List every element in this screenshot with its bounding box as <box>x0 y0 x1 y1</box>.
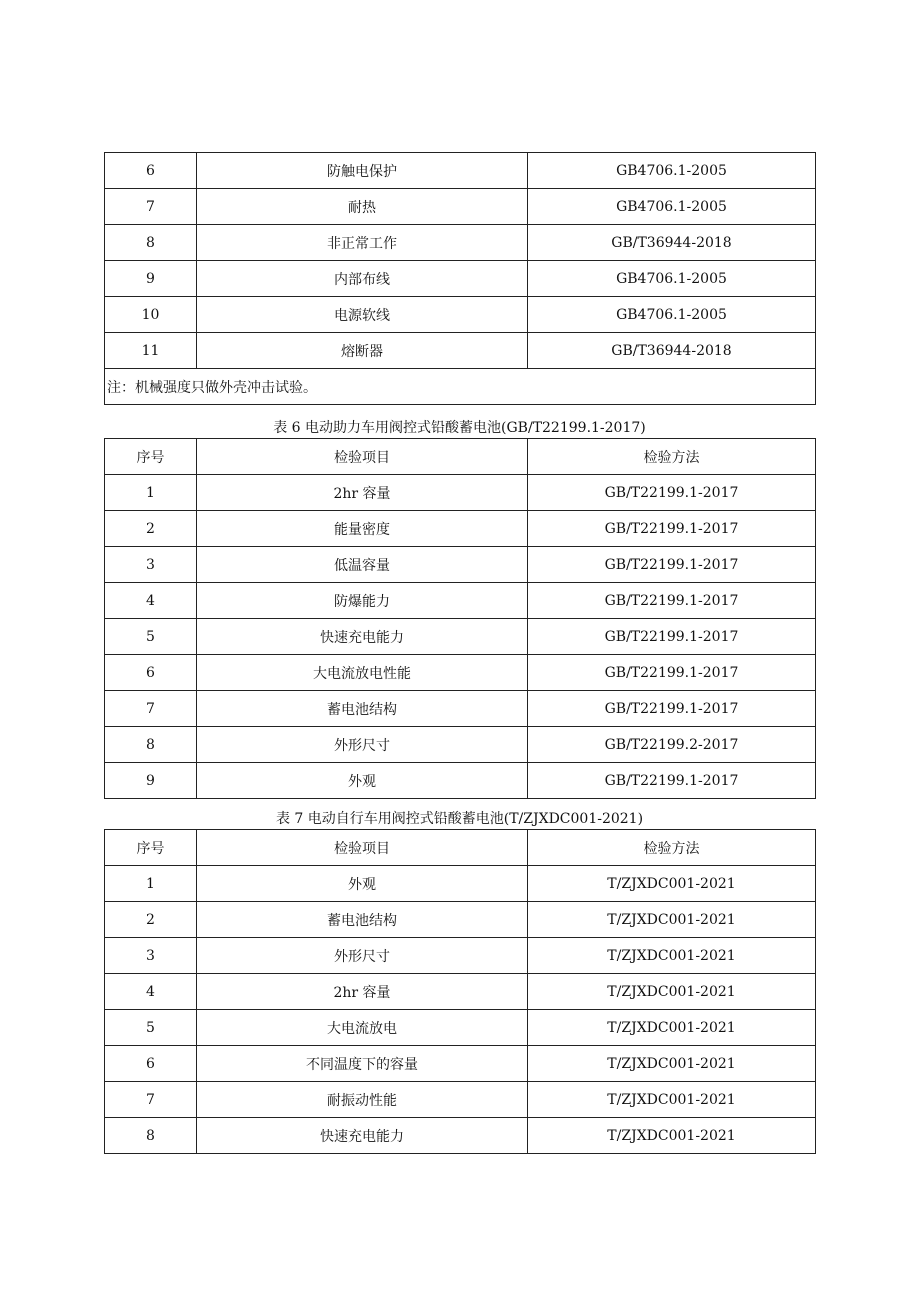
test-method: GB4706.1-2005 <box>528 153 816 189</box>
table-row <box>105 583 816 619</box>
test-method: T/ZJXDC001-2021 <box>528 902 816 938</box>
test-item: 内部布线 <box>197 261 528 297</box>
test-method: T/ZJXDC001-2021 <box>528 974 816 1010</box>
test-method: T/ZJXDC001-2021 <box>528 1118 816 1154</box>
note-row <box>105 369 816 405</box>
test-method: T/ZJXDC001-2021 <box>528 1082 816 1118</box>
table-row <box>105 1046 816 1082</box>
table-row <box>105 333 816 369</box>
row-number: 8 <box>105 1118 197 1154</box>
table-row <box>105 1118 816 1154</box>
test-item: 不同温度下的容量 <box>197 1046 528 1082</box>
row-number: 11 <box>105 333 197 369</box>
test-method: GB/T22199.1-2017 <box>528 655 816 691</box>
test-item: 低温容量 <box>197 547 528 583</box>
test-item: 熔断器 <box>197 333 528 369</box>
row-number: 6 <box>105 1046 197 1082</box>
row-number: 9 <box>105 261 197 297</box>
test-method: GB/T36944-2018 <box>528 225 816 261</box>
test-method: GB/T22199.1-2017 <box>528 763 816 799</box>
test-item: 外观 <box>197 763 528 799</box>
test-method: GB/T22199.1-2017 <box>528 583 816 619</box>
test-item: 快速充电能力 <box>197 1118 528 1154</box>
table-row <box>105 297 816 333</box>
test-method: GB/T36944-2018 <box>528 333 816 369</box>
test-item: 能量密度 <box>197 511 528 547</box>
test-method: GB/T22199.2-2017 <box>528 727 816 763</box>
test-method: GB/T22199.1-2017 <box>528 619 816 655</box>
test-method: GB4706.1-2005 <box>528 261 816 297</box>
table7-caption: 表 7 电动自行车用阀控式铅酸蓄电池(T/ZJXDC001-2021) <box>275 811 644 827</box>
test-method: T/ZJXDC001-2021 <box>528 1046 816 1082</box>
header-number: 序号 <box>105 830 197 866</box>
table7 <box>104 829 816 1154</box>
test-item: 电源软线 <box>197 297 528 333</box>
table-row <box>105 511 816 547</box>
table-row <box>105 153 816 189</box>
row-number: 7 <box>105 691 197 727</box>
row-number: 7 <box>105 189 197 225</box>
header-method: 检验方法 <box>528 439 816 475</box>
row-number: 6 <box>105 655 197 691</box>
test-method: T/ZJXDC001-2021 <box>528 938 816 974</box>
test-method: GB/T22199.1-2017 <box>528 691 816 727</box>
test-method: T/ZJXDC001-2021 <box>528 1010 816 1046</box>
test-item: 2hr 容量 <box>197 974 528 1010</box>
row-number: 4 <box>105 583 197 619</box>
test-item: 大电流放电 <box>197 1010 528 1046</box>
header-item: 检验项目 <box>197 830 528 866</box>
header-number: 序号 <box>105 439 197 475</box>
test-item: 耐热 <box>197 189 528 225</box>
test-item: 外形尺寸 <box>197 727 528 763</box>
table-row <box>105 547 816 583</box>
table-row <box>105 475 816 511</box>
test-method: GB4706.1-2005 <box>528 189 816 225</box>
test-item: 耐振动性能 <box>197 1082 528 1118</box>
row-number: 3 <box>105 938 197 974</box>
row-number: 2 <box>105 511 197 547</box>
row-number: 10 <box>105 297 197 333</box>
row-number: 5 <box>105 619 197 655</box>
table-continued <box>104 152 816 405</box>
row-number: 4 <box>105 974 197 1010</box>
test-item: 蓄电池结构 <box>197 691 528 727</box>
table-row <box>105 938 816 974</box>
test-method: GB/T22199.1-2017 <box>528 547 816 583</box>
table-row <box>105 727 816 763</box>
row-number: 8 <box>105 225 197 261</box>
table-row <box>105 902 816 938</box>
row-number: 1 <box>105 866 197 902</box>
table-row <box>105 655 816 691</box>
header-item: 检验项目 <box>197 439 528 475</box>
table6 <box>104 438 816 799</box>
row-number: 1 <box>105 475 197 511</box>
test-item: 防爆能力 <box>197 583 528 619</box>
table-row <box>105 1010 816 1046</box>
table-row <box>105 974 816 1010</box>
table-row <box>105 619 816 655</box>
table-row <box>105 1082 816 1118</box>
table-row <box>105 691 816 727</box>
row-number: 2 <box>105 902 197 938</box>
test-method: T/ZJXDC001-2021 <box>528 866 816 902</box>
test-item: 2hr 容量 <box>197 475 528 511</box>
table-row <box>105 866 816 902</box>
table-row <box>105 763 816 799</box>
test-item: 外观 <box>197 866 528 902</box>
test-method: GB/T22199.1-2017 <box>528 511 816 547</box>
test-method: GB/T22199.1-2017 <box>528 475 816 511</box>
table-note: 注：机械强度只做外壳冲击试验。 <box>105 369 816 405</box>
test-item: 快速充电能力 <box>197 619 528 655</box>
table-header-row <box>105 830 816 866</box>
row-number: 6 <box>105 153 197 189</box>
test-item: 非正常工作 <box>197 225 528 261</box>
row-number: 5 <box>105 1010 197 1046</box>
row-number: 9 <box>105 763 197 799</box>
table-row <box>105 225 816 261</box>
row-number: 3 <box>105 547 197 583</box>
test-item: 防触电保护 <box>197 153 528 189</box>
table-row <box>105 261 816 297</box>
test-item: 外形尺寸 <box>197 938 528 974</box>
table-header-row <box>105 439 816 475</box>
header-method: 检验方法 <box>528 830 816 866</box>
test-item: 大电流放电性能 <box>197 655 528 691</box>
table6-caption: 表 6 电动助力车用阀控式铅酸蓄电池(GB/T22199.1-2017) <box>273 420 646 436</box>
row-number: 7 <box>105 1082 197 1118</box>
row-number: 8 <box>105 727 197 763</box>
table-row <box>105 189 816 225</box>
test-method: GB4706.1-2005 <box>528 297 816 333</box>
test-item: 蓄电池结构 <box>197 902 528 938</box>
